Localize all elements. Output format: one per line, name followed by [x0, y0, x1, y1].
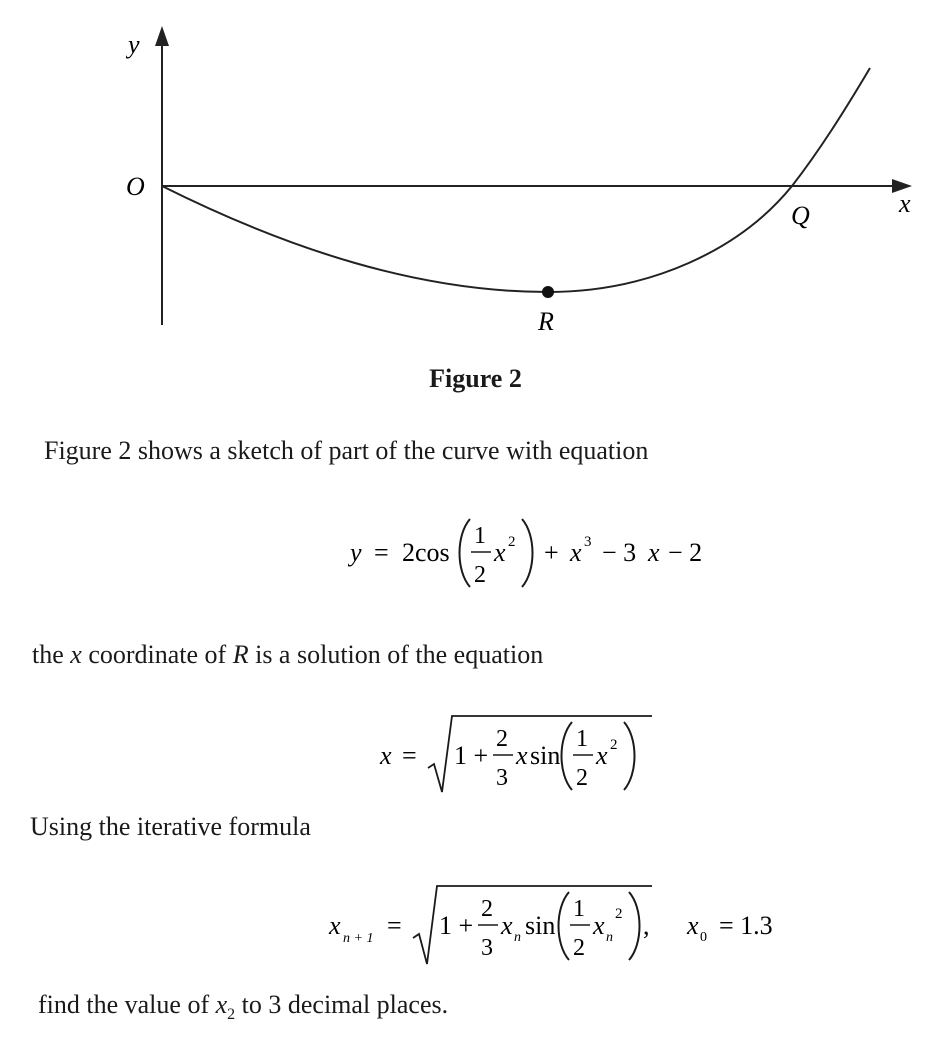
svg-text:x: x [494, 538, 506, 567]
svg-text:1 +: 1 + [439, 911, 474, 940]
svg-text:3: 3 [584, 534, 592, 550]
svg-text:x: x [593, 911, 605, 940]
point-r-label: R [538, 307, 554, 336]
point-q-label: Q [791, 201, 810, 230]
curve [162, 68, 870, 292]
svg-text:x: x [648, 538, 660, 567]
svg-text:n: n [606, 930, 613, 945]
svg-text:x: x [501, 911, 513, 940]
svg-text:x: x [570, 538, 582, 567]
root-equation [370, 708, 670, 798]
svg-text:1 +: 1 + [454, 741, 489, 770]
x-axis-label: x [899, 189, 911, 218]
svg-text:=: = [402, 741, 417, 770]
svg-text:2: 2 [481, 896, 493, 922]
iterative-intro-text: Using the iterative formula [30, 812, 311, 841]
svg-text:2: 2 [573, 935, 585, 961]
svg-text:2cos: 2cos [402, 538, 450, 567]
svg-text:x: x [329, 911, 341, 940]
svg-text:3: 3 [496, 765, 508, 791]
svg-text:x: x [596, 741, 608, 770]
svg-text:n: n [514, 930, 521, 945]
origin-label: O [126, 172, 145, 201]
svg-text:sin: sin [530, 741, 561, 770]
intro-text: Figure 2 shows a sketch of part of the curve with equation [44, 436, 649, 465]
svg-text:2: 2 [474, 562, 486, 588]
svg-text:+: + [544, 538, 559, 567]
iterative-equation [325, 878, 795, 973]
svg-text:1: 1 [474, 523, 486, 549]
svg-text:=: = [387, 911, 402, 940]
figure-caption: Figure 2 [429, 364, 522, 393]
svg-text:3: 3 [481, 935, 493, 961]
svg-text:n + 1: n + 1 [343, 931, 374, 946]
point-r-marker [542, 286, 554, 298]
svg-text:x: x [380, 741, 392, 770]
svg-text:,: , [643, 911, 650, 940]
svg-text:2: 2 [508, 534, 516, 550]
svg-text:− 3: − 3 [602, 538, 637, 567]
y-axis-arrow [155, 26, 169, 46]
svg-text:1: 1 [576, 726, 588, 752]
svg-text:y: y [350, 538, 362, 567]
svg-text:2: 2 [610, 737, 618, 753]
svg-text:x: x [516, 741, 528, 770]
svg-text:sin: sin [525, 911, 556, 940]
figure-2-sketch [0, 0, 951, 360]
svg-text:= 1.3: = 1.3 [719, 911, 773, 940]
svg-text:x: x [687, 911, 699, 940]
svg-text:2: 2 [615, 906, 623, 922]
svg-text:1: 1 [573, 896, 585, 922]
svg-text:2: 2 [496, 726, 508, 752]
svg-text:=: = [374, 538, 389, 567]
curve-equation [330, 505, 730, 595]
final-instruction-text: find the value of $x_2$ to 3 decimal places. [38, 990, 449, 1024]
svg-text:0: 0 [700, 930, 707, 945]
svg-text:− 2: − 2 [668, 538, 703, 567]
svg-text:2: 2 [576, 765, 588, 791]
r-coordinate-text: the x coordinate of R is a solution of the equation [32, 640, 544, 669]
y-axis-label: y [128, 30, 140, 59]
